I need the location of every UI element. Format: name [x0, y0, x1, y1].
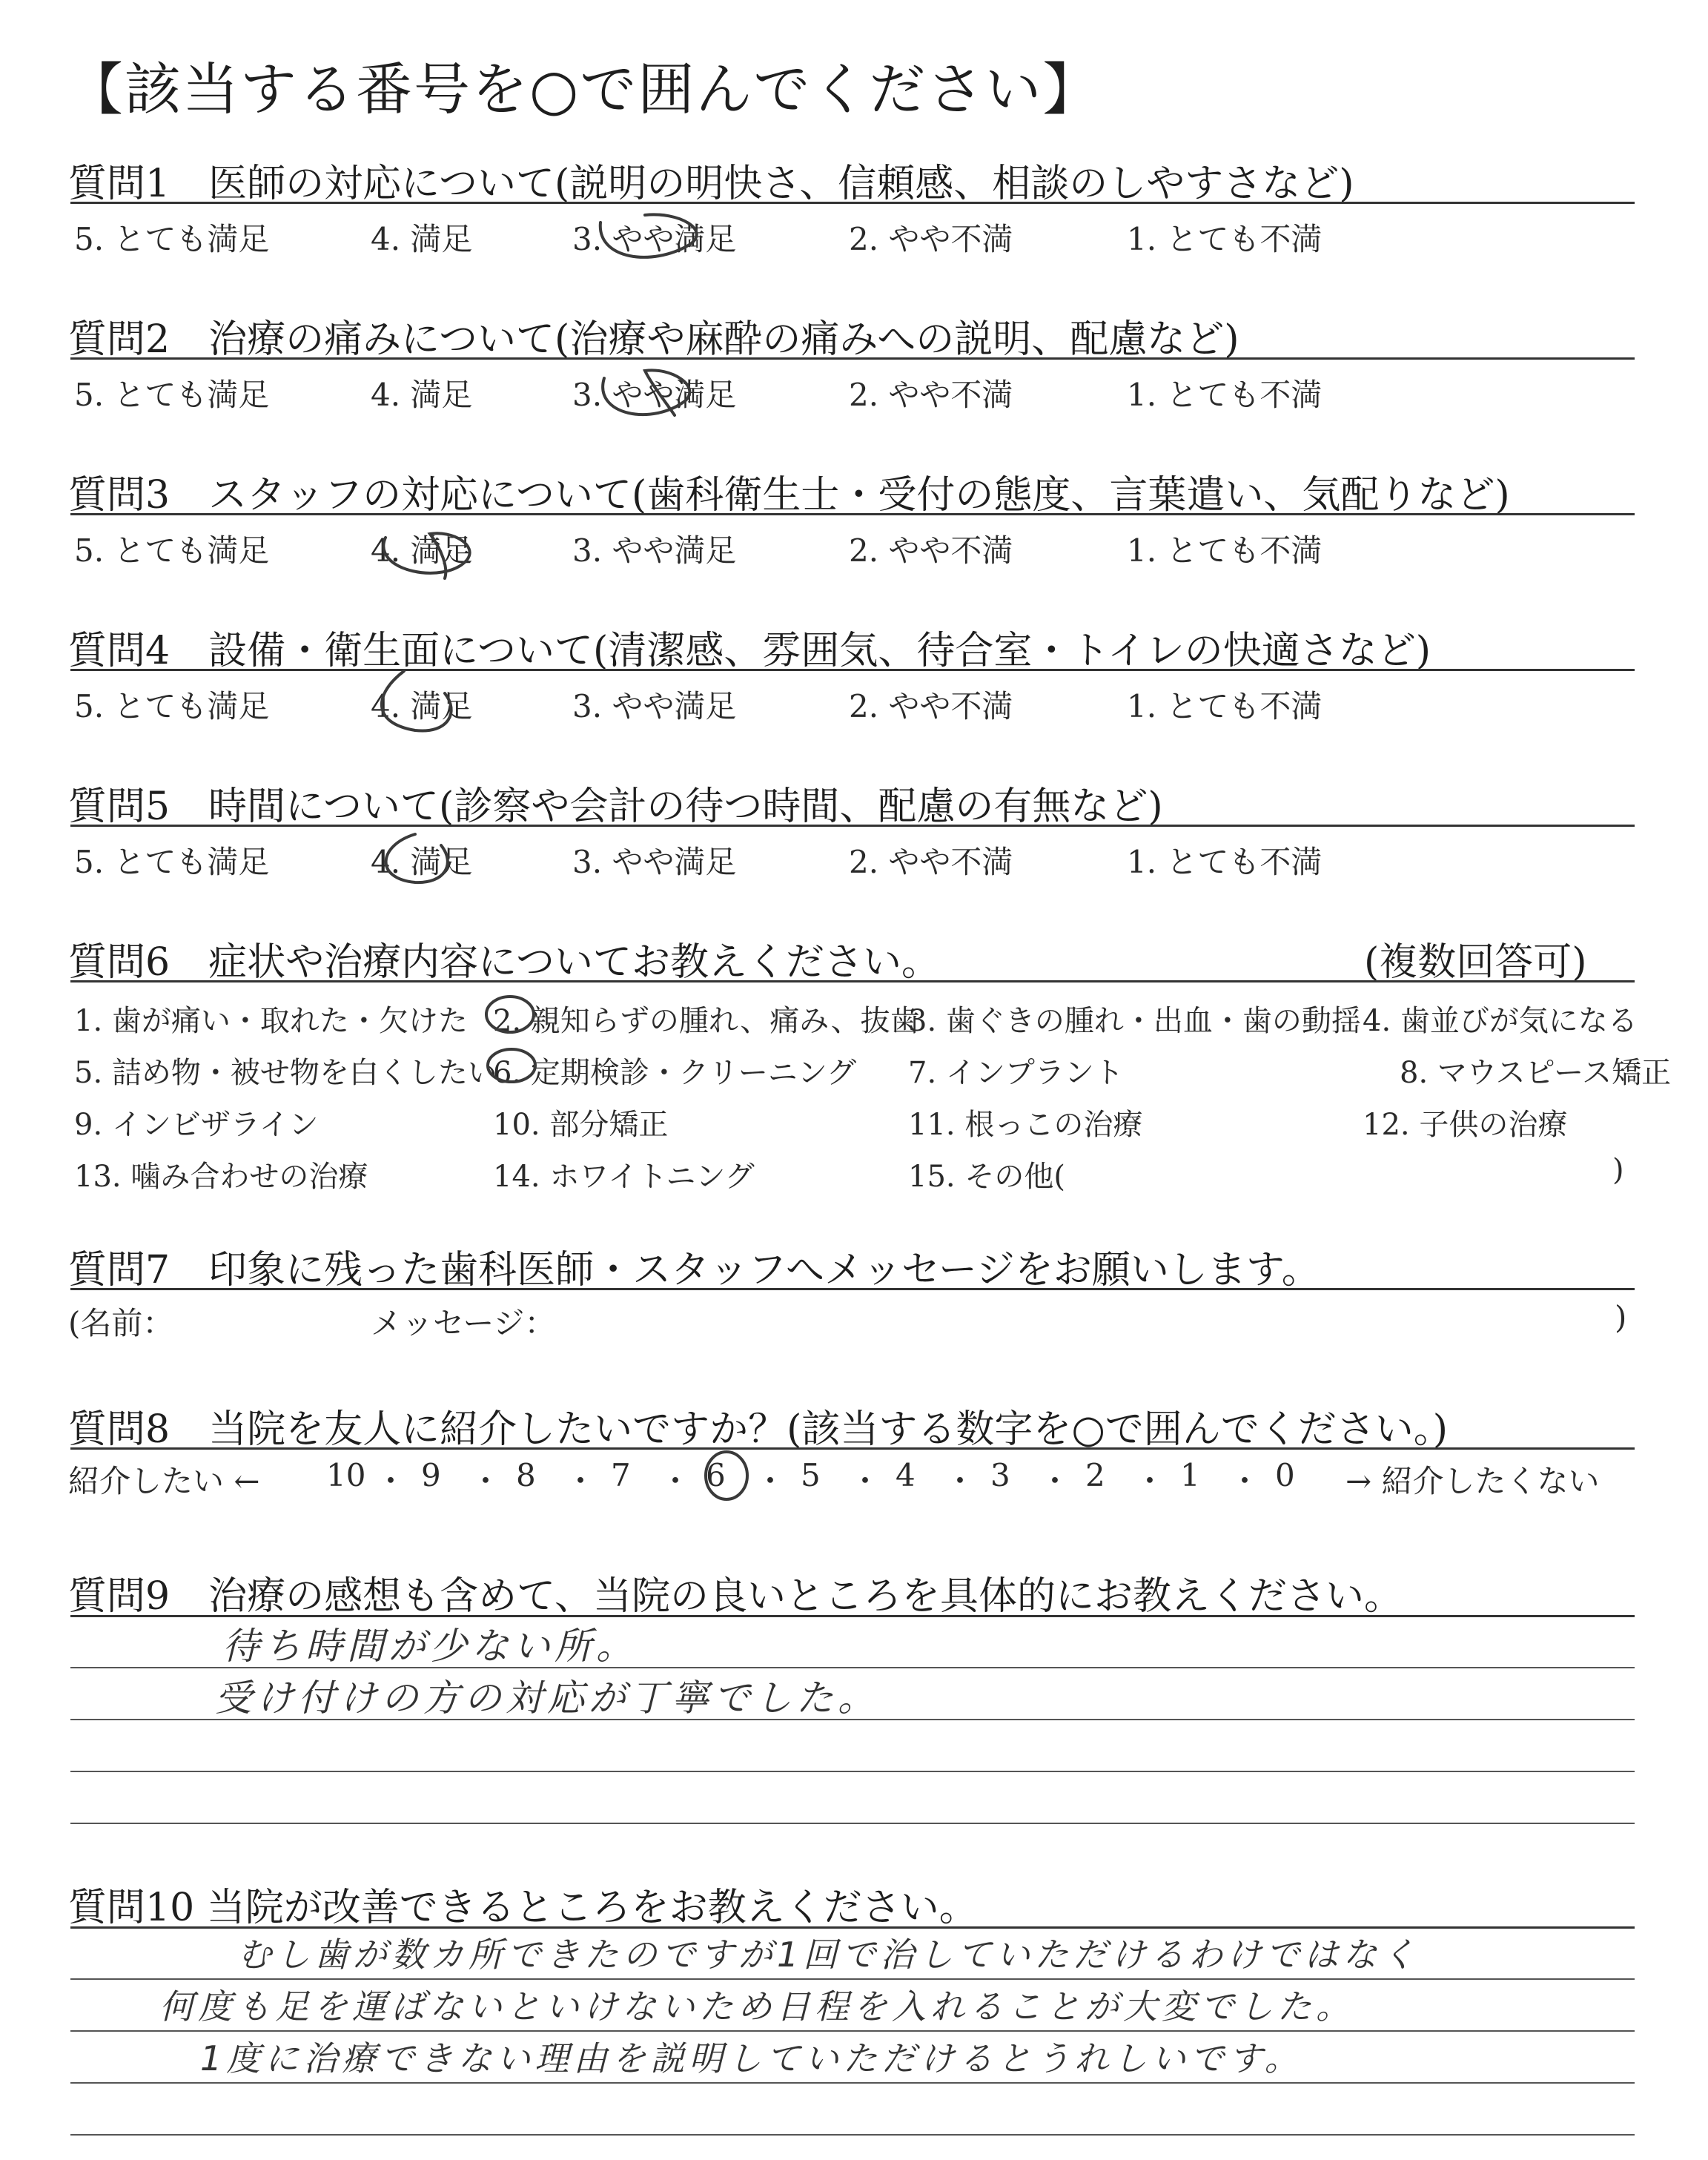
option-2[interactable]: 2. やや不満	[849, 844, 1013, 880]
question-title: 質問9 治療の感想も含めて、当院の良いところを具体的にお教えください。	[68, 1574, 1403, 1619]
divider	[70, 825, 1635, 827]
option-2[interactable]: 2. やや不満	[849, 221, 1013, 257]
handwritten-answer-line: 受け付けの方の対応が丁寧でした。	[215, 1677, 879, 1720]
option-1[interactable]: 1. とても不満	[1127, 532, 1323, 569]
scale-number-10[interactable]: 10	[326, 1457, 366, 1493]
divider	[70, 1447, 1635, 1450]
scale-number-1[interactable]: 1	[1180, 1457, 1200, 1493]
divider	[70, 357, 1635, 360]
other-close-paren: )	[1612, 1153, 1624, 1187]
scale-separator: ・	[565, 1463, 597, 1499]
name-label: (名前：	[68, 1305, 174, 1341]
option-1[interactable]: 1. とても不満	[1127, 221, 1323, 257]
symptom-option[interactable]: 12. 子供の治療	[1363, 1108, 1568, 1142]
symptom-option[interactable]: 10. 部分矯正	[493, 1108, 669, 1142]
scale-number-0[interactable]: 0	[1275, 1457, 1295, 1493]
scale-number-2[interactable]: 2	[1085, 1457, 1105, 1493]
option-4[interactable]: 4. 満足	[371, 377, 473, 413]
symptom-option[interactable]: 13. 噛み合わせの治療	[74, 1160, 368, 1194]
option-3[interactable]: 3. やや満足	[572, 532, 737, 569]
answer-line	[70, 2082, 1635, 2084]
option-2[interactable]: 2. やや不満	[849, 688, 1013, 724]
handwritten-answer-line: 待ち時間が少ない所。	[222, 1625, 638, 1668]
symptom-option[interactable]: 9. インビザライン	[74, 1108, 319, 1142]
option-4[interactable]: 4. 満足	[371, 844, 473, 880]
question-title: 質問5 時間について(診察や会計の待つ時間、配慮の有無など)	[68, 785, 1163, 829]
scale-separator: ・	[660, 1463, 692, 1499]
option-5[interactable]: 5. とても満足	[74, 844, 270, 880]
form-header: 【該当する番号を○で囲んでください】	[67, 56, 1101, 122]
scale-number-8[interactable]: 8	[516, 1457, 536, 1493]
scale-separator: ・	[944, 1463, 976, 1499]
symptom-option[interactable]: 11. 根っこの治療	[908, 1108, 1143, 1142]
symptom-option[interactable]: 3. 歯ぐきの腫れ・出血・歯の動揺	[908, 1004, 1361, 1038]
symptom-option[interactable]: 8. マウスピース矯正	[1400, 1056, 1672, 1090]
symptom-option[interactable]: 6. 定期検診・クリーニング	[493, 1056, 857, 1090]
recommend-right-label: → 紹介したくない	[1345, 1463, 1600, 1499]
divider	[70, 980, 1635, 982]
symptom-option[interactable]: 14. ホワイトニング	[493, 1160, 755, 1194]
question-title: 質問7 印象に残った歯科医師・スタッフへメッセージをお願いします。	[68, 1248, 1320, 1292]
handwritten-answer-line: 1度に治療できない理由を説明していただけるとうれしいです。	[200, 2038, 1303, 2078]
scale-number-7[interactable]: 7	[611, 1457, 631, 1493]
scale-separator: ・	[755, 1463, 787, 1499]
divider	[70, 669, 1635, 671]
question-title: 質問1 医師の対応について(説明の明快さ、信頼感、相談のしやすさなど)	[68, 162, 1354, 206]
option-3[interactable]: 3. やや満足	[572, 221, 737, 257]
option-2[interactable]: 2. やや不満	[849, 377, 1013, 413]
option-3[interactable]: 3. やや満足	[572, 844, 737, 880]
multiple-answer-note: (複数回答可)	[1364, 940, 1587, 985]
scale-number-9[interactable]: 9	[421, 1457, 441, 1493]
question-title: 質問6 症状や治療内容についてお教えください。	[68, 940, 941, 985]
option-5[interactable]: 5. とても満足	[74, 221, 270, 257]
scale-number-3[interactable]: 3	[990, 1457, 1010, 1493]
scale-number-5[interactable]: 5	[801, 1457, 821, 1493]
option-1[interactable]: 1. とても不満	[1127, 844, 1323, 880]
question-title: 質問10 当院が改善できるところをお教えください。	[68, 1886, 978, 1930]
question-title: 質問4 設備・衛生面について(清潔感、雰囲気、待合室・トイレの快適さなど)	[68, 629, 1431, 673]
message-label[interactable]: メッセージ：	[371, 1305, 556, 1341]
symptom-option[interactable]: 2. 親知らずの腫れ、痛み、抜歯	[493, 1004, 920, 1038]
option-4[interactable]: 4. 満足	[371, 532, 473, 569]
option-1[interactable]: 1. とても不満	[1127, 688, 1323, 724]
handwritten-answer-line: 何度も足を運ばないといけないため日程を入れることが大変でした。	[159, 1986, 1354, 2027]
option-4[interactable]: 4. 満足	[371, 688, 473, 724]
recommend-left-label: 紹介したい ←	[68, 1463, 260, 1499]
message-close-paren: )	[1615, 1299, 1627, 1335]
scale-separator: ・	[850, 1463, 881, 1499]
option-5[interactable]: 5. とても満足	[74, 532, 270, 569]
scale-separator: ・	[375, 1463, 407, 1499]
scale-separator: ・	[1229, 1463, 1261, 1499]
answer-line	[70, 2134, 1635, 2136]
option-3[interactable]: 3. やや満足	[572, 688, 737, 724]
scale-number-4[interactable]: 4	[896, 1457, 916, 1493]
symptom-option[interactable]: 1. 歯が痛い・取れた・欠けた	[74, 1004, 468, 1038]
option-5[interactable]: 5. とても満足	[74, 377, 270, 413]
question-title: 質問3 スタッフの対応について(歯科衛生士・受付の態度、言葉遣い、気配りなど)	[68, 473, 1510, 518]
option-2[interactable]: 2. やや不満	[849, 532, 1013, 569]
option-5[interactable]: 5. とても満足	[74, 688, 270, 724]
option-1[interactable]: 1. とても不満	[1127, 377, 1323, 413]
question-title: 質問8 当院を友人に紹介したいですか？(該当する数字を○で囲んでください。)	[68, 1407, 1449, 1452]
symptom-option[interactable]: 4. 歯並びが気になる	[1363, 1004, 1638, 1038]
symptom-option[interactable]: 7. インプラント	[908, 1056, 1124, 1090]
symptom-option[interactable]: 5. 詰め物・被せ物を白くしたい	[74, 1056, 497, 1090]
symptom-option-other[interactable]: 15. その他(	[908, 1160, 1065, 1194]
option-4[interactable]: 4. 満足	[371, 221, 473, 257]
divider	[70, 513, 1635, 515]
scale-separator: ・	[1134, 1463, 1166, 1499]
handwritten-answer-line: むし歯が数カ所できたのですが1回で治していただけるわけではなく	[237, 1935, 1420, 1975]
divider	[70, 202, 1635, 204]
option-3[interactable]: 3. やや満足	[572, 377, 737, 413]
answer-line	[70, 1823, 1635, 1824]
divider	[70, 1288, 1635, 1290]
scale-separator: ・	[470, 1463, 502, 1499]
scale-number-6[interactable]: 6	[706, 1457, 726, 1493]
answer-line	[70, 1771, 1635, 1772]
question-title: 質問2 治療の痛みについて(治療や麻酔の痛みへの説明、配慮など)	[68, 317, 1239, 362]
scale-separator: ・	[1039, 1463, 1071, 1499]
